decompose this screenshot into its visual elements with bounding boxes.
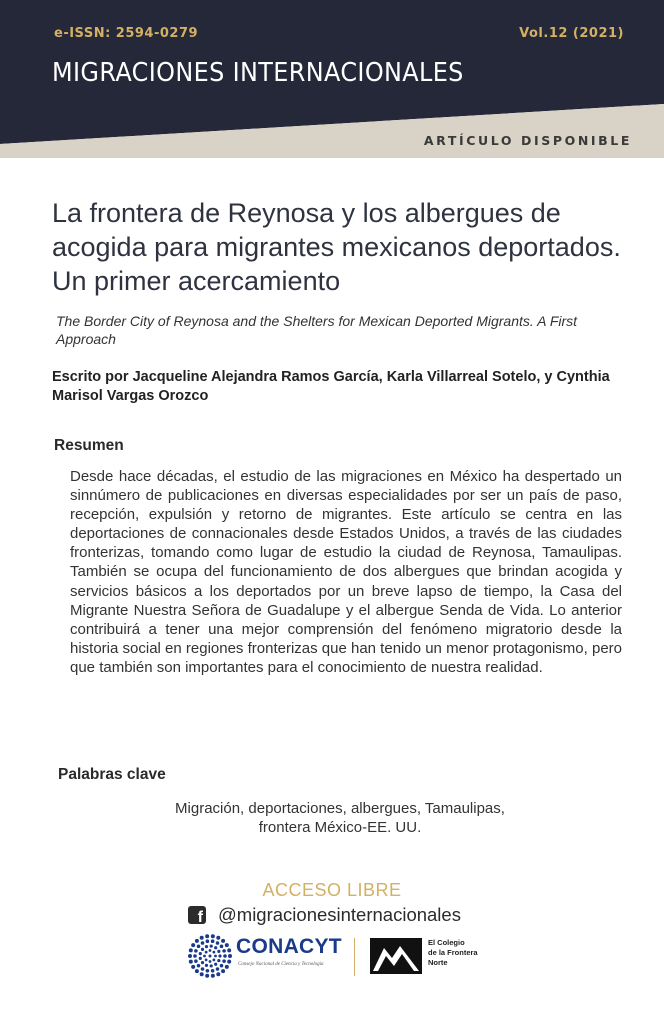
logo-dot	[225, 943, 229, 947]
logo-dot	[217, 950, 220, 953]
logo-dot	[206, 969, 210, 973]
logo-dot	[227, 948, 231, 952]
logo-dot	[222, 949, 226, 953]
logo-dot	[228, 954, 232, 958]
logo-dot	[225, 965, 229, 969]
logo-dot	[188, 954, 192, 958]
header-banner	[0, 0, 664, 158]
logo-dot	[195, 969, 199, 973]
logo-dot	[210, 944, 213, 947]
logo-dot	[201, 941, 205, 945]
colef-line-2: de la Frontera	[428, 948, 478, 957]
logo-dot	[216, 972, 220, 976]
logo-dot	[222, 959, 226, 963]
journal-title: MIGRACIONES INTERNACIONALES	[52, 58, 464, 88]
logo-dot	[217, 959, 220, 962]
social-link[interactable]	[188, 903, 461, 927]
logo-dot	[195, 939, 199, 943]
open-access-label: ACCESO LIBRE	[262, 880, 402, 900]
keywords-heading: Palabras clave	[58, 766, 166, 783]
logo-dot	[209, 960, 212, 963]
logo-dot	[205, 964, 208, 967]
logo-dot	[191, 943, 195, 947]
logo-dot	[212, 958, 215, 961]
logo-dot	[227, 960, 231, 964]
conacyt-logo-text: CONACYT	[236, 935, 342, 958]
logo-dot	[209, 955, 212, 958]
logo-dot	[223, 954, 227, 958]
logo-dot	[194, 959, 198, 963]
logo-dot	[197, 964, 201, 968]
abstract-text: Desde hace décadas, el estudio de las migraciones en México ha despertado un sinnúmero de publicaciones en diversas especialidades por ser un país de paso, recepción, expulsión y retorno de migrantes. Este artículo se centra en las deportaciones de connacionales desde Estados Unidos, a través de las ciudades fronterizas, tomando como lugar de estudio la ciudad de Reynosa, Tamaulipas. También se ocupa del funcionamiento de dos albergues que brindan acogida y servicios básicos a los deportados por un breve lapso de tiempo, la Casa del Migrante Nuestra Señora de Guadalupe y el albergue Senda de Vida. Lo anterior contribuirá a tener una mejor comprensión del fenómeno migratorio desde la historia social en regiones fronterizas que han tenido un menor protagonismo, pero que también son importantes para el conocimiento de nuestra realidad.	[70, 468, 622, 676]
logo-dot	[199, 952, 202, 955]
article-subtitle: The Border City of Reynosa and the Shelters for Mexican Deported Migrants. A First Approach	[56, 313, 578, 347]
logo-dot	[200, 972, 204, 976]
keywords-text	[120, 799, 560, 837]
logo-dot	[216, 967, 220, 971]
logo-dot	[214, 946, 217, 949]
logo-dot	[211, 934, 215, 938]
logo-dot	[221, 939, 225, 943]
keywords-line-2: frontera México-EE. UU.	[258, 819, 422, 836]
colef-logo-icon	[370, 938, 422, 974]
conacyt-logo-icon	[186, 932, 234, 980]
facebook-icon: f	[188, 906, 206, 924]
logo-dot	[220, 945, 224, 949]
sponsor-logos	[186, 932, 526, 982]
logo-dot	[203, 955, 206, 958]
logo-dot	[216, 941, 220, 945]
logo-dot	[218, 954, 221, 957]
logo-dot	[193, 954, 197, 958]
logo-dot	[206, 939, 210, 943]
article-status: ARTÍCULO DISPONIBLE	[423, 133, 632, 148]
logo-dot	[201, 967, 205, 971]
logo-dot	[201, 961, 204, 964]
abstract-heading: Resumen	[54, 437, 124, 454]
logo-dot	[210, 964, 213, 967]
logo-dot	[205, 934, 209, 938]
colef-line-3: Norte	[428, 958, 448, 967]
logo-dot	[205, 945, 208, 948]
logo-dot	[212, 951, 215, 954]
logo-dot	[200, 936, 204, 940]
logo-dot	[211, 974, 215, 978]
logo-dot	[194, 949, 198, 953]
logo-dot	[191, 965, 195, 969]
logo-dot	[214, 963, 217, 966]
logo-dot	[189, 948, 193, 952]
logo-dot	[205, 951, 208, 954]
logo-dot	[189, 960, 193, 964]
logo-divider	[354, 938, 355, 976]
logo-dot	[209, 949, 212, 952]
logo-dot	[211, 969, 215, 973]
logo-dot	[197, 945, 201, 949]
colef-line-1: El Colegio	[428, 938, 465, 947]
logo-dot	[205, 958, 208, 961]
logo-dot	[216, 936, 220, 940]
logo-dot	[205, 974, 209, 978]
issn-label: e-ISSN: 2594-0279	[54, 26, 199, 41]
logo-dot	[214, 955, 217, 958]
logo-dot	[220, 964, 224, 968]
logo-dot	[211, 939, 215, 943]
conacyt-logo-subtitle: Consejo Nacional de Ciencia y Tecnología	[238, 962, 324, 967]
colef-logo-text	[428, 938, 508, 968]
keywords-line-1: Migración, deportaciones, albergues, Tamaulipas,	[175, 800, 505, 817]
logo-dot	[221, 969, 225, 973]
article-authors: Escrito por Jacqueline Alejandra Ramos García, Karla Villarreal Sotelo, y Cynthia Marisol Vargas Orozco	[52, 369, 610, 404]
logo-dot	[199, 957, 202, 960]
logo-dot	[201, 948, 204, 951]
volume-label: Vol.12 (2021)	[519, 26, 624, 41]
article-title: La frontera de Reynosa y los albergues de acogida para migrantes mexicanos deportados. Un primer acercamiento	[52, 198, 621, 296]
social-handle[interactable]: @migracionesinternacionales	[218, 904, 461, 925]
